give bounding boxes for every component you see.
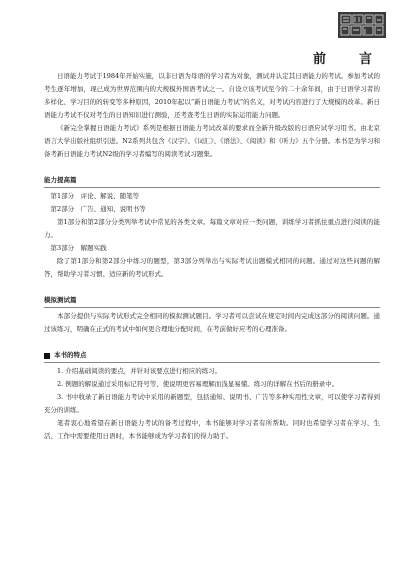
features-heading [44, 349, 380, 362]
decorative-pattern-icon [338, 12, 386, 38]
ability-part-1: 第1部分 评论、解说、随笔等 [50, 192, 140, 200]
mock-section-heading: 模拟测试篇 [44, 296, 77, 304]
ability-description-1: 第1部分和第2部分分类列举考试中常见的各类文章。每篇文章对应一类问题，训练学习者抓住重点进行阅读的能力。 [44, 218, 380, 239]
feature-item-2: 2. 例题的解说通过采用标记符号等，使说明更容易理解而浅显易懂。练习的详解在书后的册录中。 [57, 380, 339, 388]
features-heading-text: 本书的特点 [54, 351, 87, 359]
feature-item-3: 3. 书中收录了新日语能力考试中采用的新题型，包括通知、说明书、广告等多种实用性文章，可以使学习者得到充分的训练。 [44, 393, 380, 414]
page-title: 前 言 [312, 52, 382, 67]
ability-section-heading: 能力提高篇 [44, 176, 77, 184]
ability-part-2: 第2部分 广告、通知、说明书等 [50, 205, 146, 213]
content [44, 70, 380, 443]
feature-item-1: 1. 介绍基础阅读的要点，并针对该要点进行相应的练习。 [57, 367, 222, 375]
section-divider [44, 307, 380, 308]
ability-part-3: 第3部分 解题实践 [50, 244, 107, 252]
closing-paragraph: 笔者衷心地希望在新日语能力考试的备考过程中，本书能够对学习者有所帮助。同时也希望学习者在学习、生活、工作中需要使用日语时，本书能够成为学习者们的得力助手。 [44, 419, 380, 440]
section-divider [44, 362, 380, 363]
mock-description: 本部分提供与实际考试形式完全相同的模拟测试题目。学习者可以尝试在规定时间内完成这部分的阅读问题。通过该练习，明确在正式的考试中如何更合理地分配时间，在考前做好应考的心理准备。 [44, 312, 380, 333]
square-bullet-icon [44, 353, 50, 359]
ability-description-2: 除了第1部分和第2部分中练习的题型，第3部分列举出与实际考试出题模式相同的问题。通过对这些问题的解答，帮助学习者习惯、适应新的考试形式。 [44, 257, 380, 278]
intro-paragraph-2: 《新完全掌握日语能力考试》系列是根据日语能力考试改革的要求而全新升级改版的日语应试学习用书。由北京语言大学出版社组织引进。N2系列共包含《汉字》、《词汇》、《语法》、《阅读》和《听力》五个分册。本书是为学习和备考新日语能力考试N2级的学习者编写的阅读考试习题集。 [44, 124, 380, 158]
intro-paragraph-1: 日语能力考试于1984年开始实施，以非日语为母语的学习者为对象，测试并认定其日语能力的考试。参加考试的考生逐年增加，现已成为世界范围内的大规模外国语考试之一。自设立该考试至今的二十余年间，由于日语学习者的多样化、学习目的的转变等多种原因，2010年起以“新日语能力考试”的名义，对考试内容进行了大规模的改革。新日语能力考试不仅对考生的日语知识进行测验，还考查考生日语的实际运用能力问题。 [44, 72, 380, 119]
section-divider [44, 187, 380, 188]
